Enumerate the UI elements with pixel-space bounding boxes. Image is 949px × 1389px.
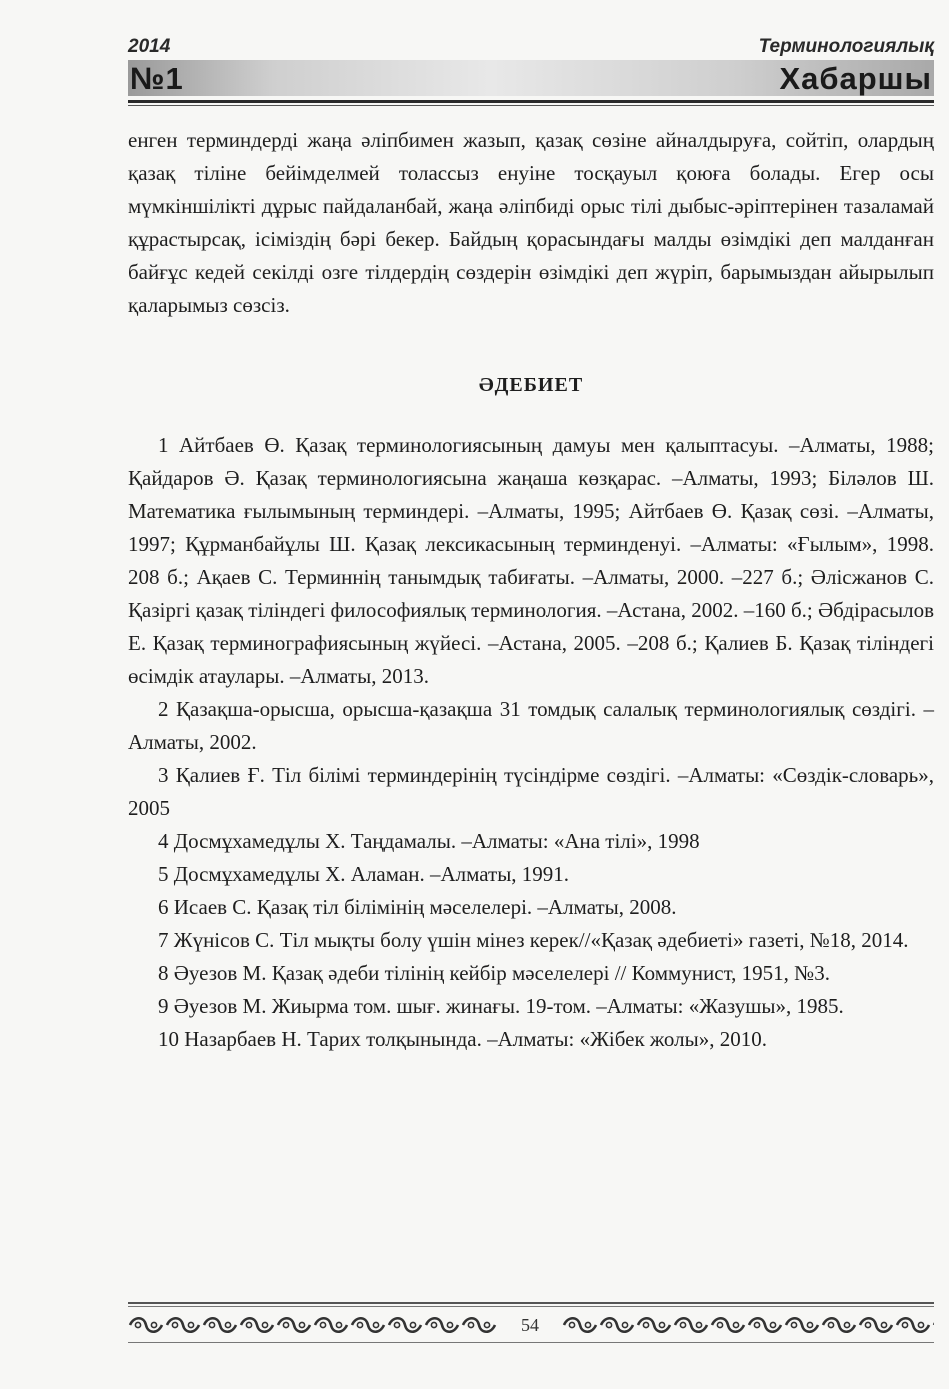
reference-item: 6 Исаев С. Қазақ тіл білімінің мәселелері. –Алматы, 2008.: [158, 895, 677, 919]
reference-item: 2 Қазақша-орысша, орысша-қазақша 31 томдық салалық терминологиялық сөздігі. –Алматы, 2002.: [128, 697, 934, 754]
page-content: [128, 124, 934, 1056]
reference-item: 7 Жүнісов С. Тіл мықты болу үшін мінез керек//«Қазақ әдебиеті» газеті, №18, 2014.: [158, 928, 909, 952]
footer-rule-thin: [128, 1306, 934, 1307]
header-rule-thin: [128, 105, 934, 106]
reference-item: 4 Досмұхамедұлы Х. Таңдамалы. –Алматы: «Ана тілі», 1998: [158, 829, 700, 853]
header-rule: [128, 100, 934, 103]
header-title: Хабаршы: [779, 61, 932, 96]
footer-rule: [128, 1302, 934, 1304]
header-journal-name: Терминологиялық: [758, 36, 934, 57]
reference-item: 1 Айтбаев Ө. Қазақ терминологиясының дамуы мен қалыптасуы. –Алматы, 1988; Қайдаров Ә. Қазақ терминологиясына жаңаша көзқарас. –Алматы, 1993; Біләлов Ш. Математика ғылымының терминдері. –Алматы, 1995; Айтбаев Ө. Қазақ сөзі. –Алматы, 1997; Құрманбайұлы Ш. Қазақ лексикасының терминденуі. –Алматы: «Ғылым», 1998. 208 б.; Ақаев С. Терминнің танымдық табиғаты. –Алматы, 2000. –227 б.; Әлісжанов С. Қазіргі қазақ тіліндегі философиялық терминология. –Астана, 2002. –160 б.; Әбдірасылов Е. Қазақ терминографиясының жүйесі. –Астана, 2005. –208 б.; Қалиев Б. Қазақ тіліндегі өсімдік атаулары. –Алматы, 2013.: [128, 433, 934, 688]
footer-ornament-right: [562, 1314, 934, 1336]
page-footer: [128, 1302, 934, 1352]
header-year: 2014: [128, 36, 171, 57]
references-heading: ӘДЕБИЕТ: [478, 374, 584, 396]
body-paragraph: енген терминдерді жаңа әліпбимен жазып, қазақ сөзіне айналдыруға, сойтіп, олардың қазақ тіліне бейімделмей толассыз енуіне тосқауыл қоюға болады. Егер осы мүмкіншілікті дұрыс пайдаланбай, жаңа әліпбиді орыс тілі дыбыс-әріптерінен тазаламай құрастырсақ, ісіміздің бәрі бекер. Байдың қорасындағы малды өзімдікі деп малданған байғұс кедей секілді озге тілдердің сөздерін өзімдікі деп жүріп, барымыздан айырылып қаларымыз сөзсіз.: [128, 128, 934, 317]
reference-item: 10 Назарбаев Н. Тарих толқынында. –Алматы: «Жібек жолы», 2010.: [158, 1027, 767, 1051]
reference-item: 8 Әуезов М. Қазақ әдеби тілінің кейбір мәселелері // Коммунист, 1951, №3.: [158, 961, 830, 985]
reference-item: 9 Әуезов М. Жиырма том. шығ. жинағы. 19-том. –Алматы: «Жазушы», 1985.: [158, 994, 844, 1018]
references-list: [128, 429, 934, 1056]
footer-ornament-left: [128, 1314, 498, 1336]
page-number: 54: [521, 1315, 539, 1335]
reference-item: 3 Қалиев Ғ. Тіл білімі терминдерінің түсіндірме сөздігі. –Алматы: «Сөздік-словарь», 2005: [128, 763, 934, 820]
page-header: [128, 34, 934, 106]
header-issue-number: №1: [130, 61, 184, 96]
footer-rule-bottom: [128, 1342, 934, 1343]
reference-item: 5 Досмұхамедұлы Х. Аламан. –Алматы, 1991.: [158, 862, 570, 886]
